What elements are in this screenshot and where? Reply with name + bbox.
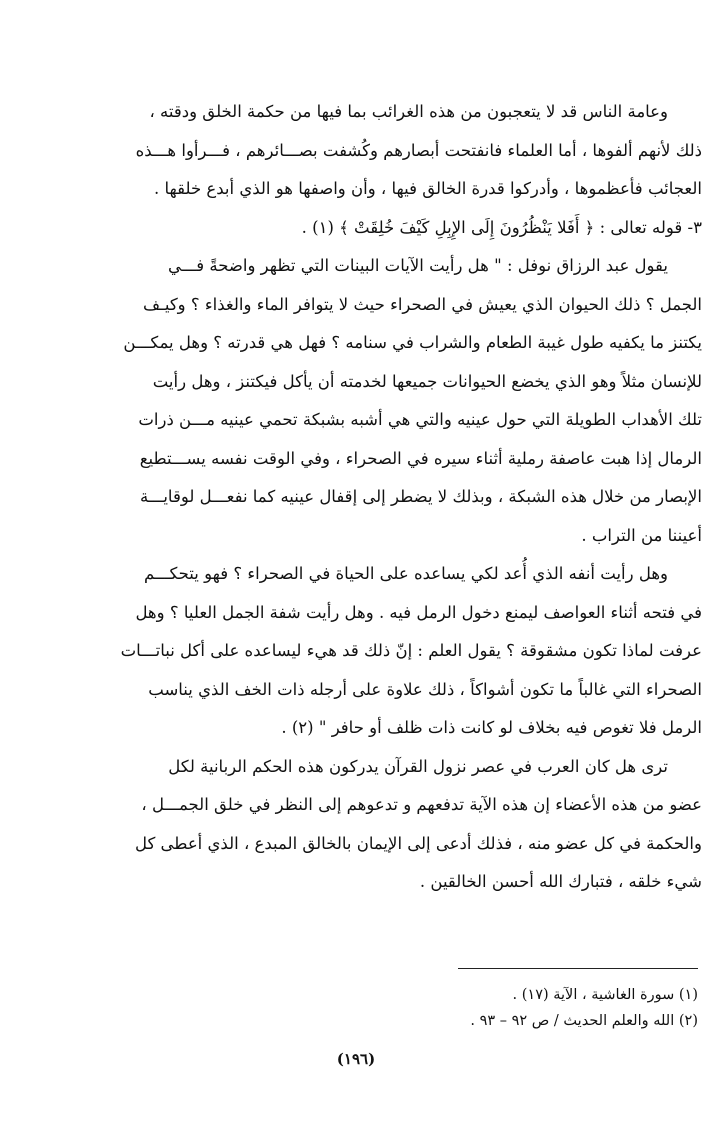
footnotes: [200, 982, 698, 1034]
footnote-divider: [458, 968, 698, 969]
text-line: الرمل فلا تغوص فيه بخلاف لو كانت ذات ظلف أو حافر " (٢) .: [281, 718, 702, 737]
text-line: للإنسان مثلاً وهو الذي يخضع الحيوانات جميعها لخدمته أن يأكل فيكتنز ، وهل رأيت: [152, 371, 702, 391]
text-line: الإبصار من خلال هذه الشبكة ، وبذلك لا يضطر إلى إقفال عينيه كما نفعـــل لوقايـــة: [139, 487, 702, 506]
text-line: وهل رأيت أنفه الذي أُعد لكي يساعده على الحياة في الصحراء ؟ فهو يتحكـــم: [144, 564, 668, 583]
text-line: الصحراء التي غالباً ما تكون أشواكاً ، ذلك علاوة على أرجله ذات الخف الذي يناسب: [148, 679, 702, 699]
text-line: يقول عبد الرزاق نوفل : " هل رأيت الآيات البينات التي تظهر واضحةً فـــي: [167, 256, 668, 275]
text-line: الرمال إذا هبت عاصفة رملية أثناء سيره في الصحراء ، وفي الوقت نفسه يســـتطيع: [139, 448, 702, 468]
text-line: الجمل ؟ ذلك الحيوان الذي يعيش في الصحراء حيث لا يتوافر الماء والغذاء ؟ وكيـف: [142, 294, 702, 314]
text-line: عضو من هذه الأعضاء إن هذه الآية تدفعهم و تدعوهم إلى النظر في خلق الجمـــل ،: [141, 795, 702, 814]
body-text: [52, 93, 702, 902]
quran-verse-line: ٣- قوله تعالى : ﴿ أَفَلا يَنْظُرُونَ إِلَى الإِبِلِ كَيْفَ خُلِقَتْ ﴾ (١) .: [301, 217, 702, 237]
text-line: ترى هل كان العرب في عصر نزول القرآن يدركون هذه الحكم الربانية لكل: [168, 756, 668, 776]
text-line: ذلك لأنهم ألفوها ، أما العلماء فانفتحت أبصارهم وكُشفت بصـــائرهم ، فـــرأوا هـــذه: [135, 140, 702, 160]
text-line: والحكمة في كل عضو منه ، فذلك أدعى إلى الإيمان بالخالق المبدع ، الذي أعطى كل: [134, 833, 702, 853]
text-line: أعيننا من التراب .: [581, 525, 702, 545]
page-number: (١٩٦): [336, 1050, 376, 1068]
text-line: في فتحه أثناء العواصف ليمنع دخول الرمل فيه . وهل رأيت شفة الجمل العليا ؟ وهل: [135, 602, 702, 622]
text-line: تلك الأهداب الطويلة التي حول عينيه والتي هي أشبه بشبكة تحمي عينيه مـــن ذرات: [138, 410, 702, 429]
footnote-2: (٢) الله والعلم الحديث / ص ٩٢ – ٩٣ .: [470, 1013, 698, 1029]
text-line: العجائب فأعظموها ، وأدركوا قدرة الخالق فيها ، وأن واصفها هو الذي أبدع خلقها .: [154, 179, 702, 198]
text-line: وعامة الناس قد لا يتعجبون من هذه الغرائب بما فيها من حكمة الخلق ودقته ،: [149, 102, 668, 121]
text-line: يكتنز ما يكفيه طول غيبة الطعام والشراب في سنامه ؟ فهل هي قدرته ؟ وهل يمكـــن: [123, 333, 702, 352]
text-line: شيء خلقه ، فتبارك الله أحسن الخالقين .: [419, 872, 702, 891]
text-line: عرفت لماذا تكون مشقوقة ؟ يقول العلم : إنّ ذلك قد هيء ليساعده على أكل نباتـــات: [120, 641, 702, 660]
footnote-1: (١) سورة الغاشية ، الآية (١٧) .: [512, 987, 698, 1003]
